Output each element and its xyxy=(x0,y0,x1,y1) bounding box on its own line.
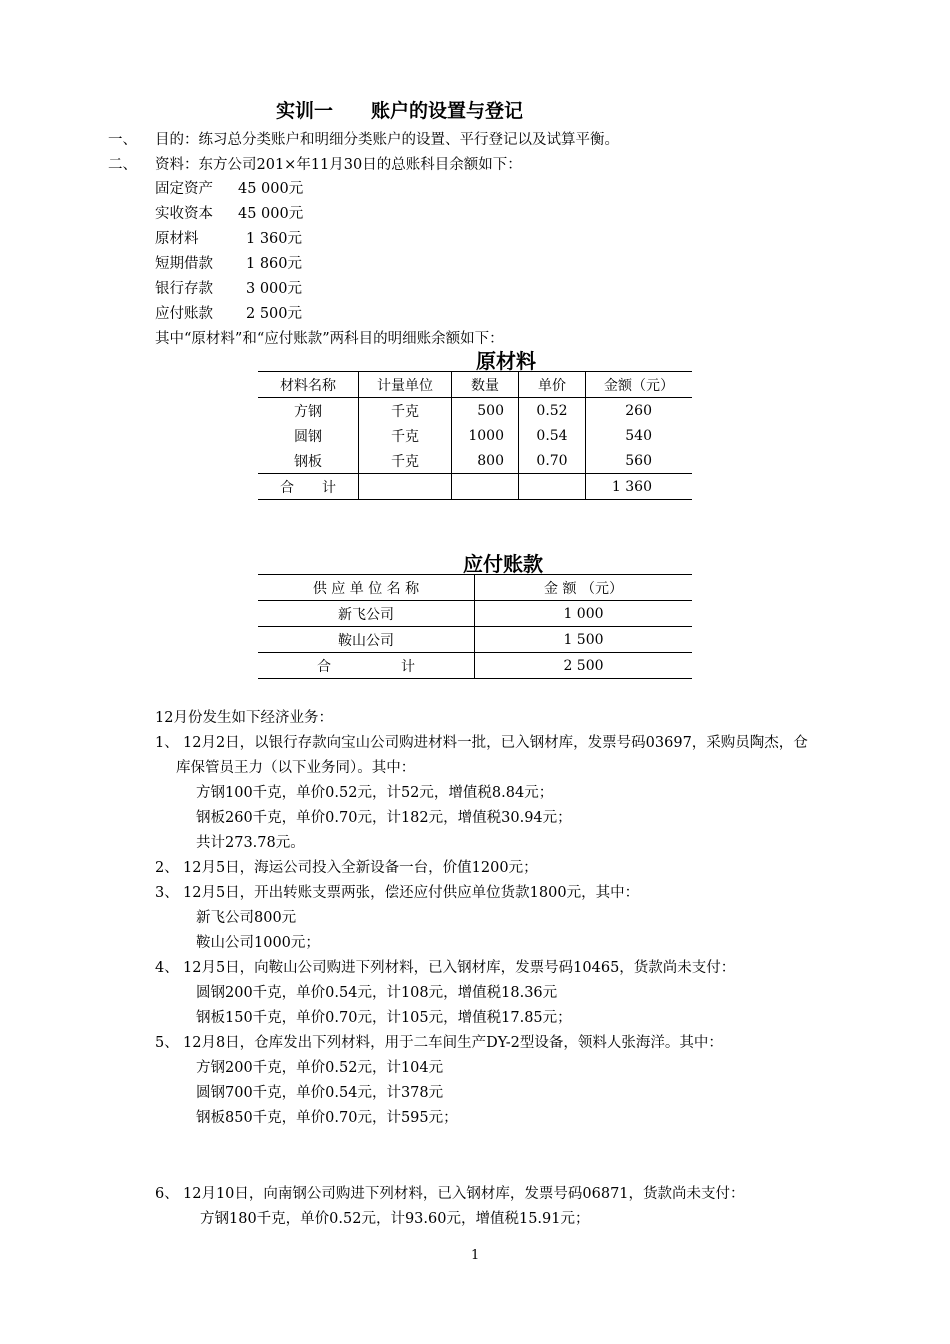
table-cell: 鞍山公司 xyxy=(258,627,475,653)
table-row xyxy=(258,423,692,448)
item-detail: 圆钢700千克，单价0.54元，计378元 xyxy=(196,1085,444,1101)
purpose-text: 目的：练习总分类账户和明细分类账户的设置、平行登记以及试算平衡。 xyxy=(155,132,619,148)
item-text: 12月10日，向南钢公司购进下列材料，已入钢材库，发票号码06871，货款尚未支付： xyxy=(183,1186,745,1202)
table-cell: 1 500 xyxy=(563,631,604,648)
table-total-row xyxy=(258,474,692,500)
table-cell xyxy=(452,474,519,500)
table-cell xyxy=(359,474,452,500)
item-text: 12月5日，海运公司投入全新设备一台，价值1200元； xyxy=(183,860,538,876)
table-cell: 0.70 xyxy=(519,448,586,474)
detail-intro: 其中“原材料”和“应付账款”两科目的明细账余额如下： xyxy=(155,331,504,347)
item-detail: 方钢180千克，单价0.52元，计93.60元，增值税15.91元； xyxy=(200,1211,590,1227)
materials-table-title: 原材料 xyxy=(476,349,536,373)
balance-amount: 1 860元 xyxy=(246,256,303,272)
item-detail: 共计273.78元。 xyxy=(196,835,305,851)
table-cell: 千克 xyxy=(359,398,452,424)
item-detail: 圆钢200千克，单价0.54元，计108元，增值税18.36元 xyxy=(196,985,558,1001)
payables-table xyxy=(258,574,692,679)
page-number: 1 xyxy=(471,1248,480,1263)
table-row xyxy=(258,398,692,424)
table-cell: 500 xyxy=(452,398,519,424)
balance-amount: 1 360元 xyxy=(246,231,303,247)
item-detail: 方钢100千克，单价0.52元，计52元，增值税8.84元； xyxy=(196,785,554,801)
table-row xyxy=(258,448,692,474)
balance-name: 银行存款 xyxy=(155,281,213,297)
item-text: 12月2日，以银行存款向宝山公司购进材料一批，已入钢材库，发票号码03697，采购员陶杰，仓 xyxy=(183,735,808,751)
item-text: 12月8日，仓库发出下列材料，用于二车间生产DY-2型设备，领料人张海洋。其中： xyxy=(183,1035,723,1051)
total-label: 合 计 xyxy=(258,474,359,500)
item-detail: 新飞公司800元 xyxy=(196,910,297,926)
section-number-1: 一、 xyxy=(108,132,137,148)
table-header-row xyxy=(258,372,692,398)
item-number: 3、 xyxy=(155,885,179,901)
table-cell: 千克 xyxy=(359,448,452,474)
item-text: 12月5日，向鞍山公司购进下列材料，已入钢材库，发票号码10465，货款尚未支付： xyxy=(183,960,736,976)
column-header: 单价 xyxy=(519,372,586,398)
column-header: 材料名称 xyxy=(258,372,359,398)
column-header: 计量单位 xyxy=(359,372,452,398)
table-cell: 圆钢 xyxy=(258,423,359,448)
balance-name: 原材料 xyxy=(155,231,199,247)
column-header: 金 额 （元） xyxy=(544,580,623,597)
table-cell: 0.52 xyxy=(519,398,586,424)
table-cell: 1000 xyxy=(452,423,519,448)
material-text: 资料：东方公司201×年11月30日的总账科目余额如下： xyxy=(155,157,522,173)
balance-name: 应付账款 xyxy=(155,306,213,322)
table-total-row xyxy=(258,653,692,679)
item-number: 1、 xyxy=(155,735,179,751)
table-cell: 1 000 xyxy=(563,605,604,622)
item-number: 4、 xyxy=(155,960,179,976)
balance-amount: 45 000元 xyxy=(238,206,304,222)
table-row xyxy=(258,627,692,653)
balance-name: 短期借款 xyxy=(155,256,213,272)
column-header: 数量 xyxy=(452,372,519,398)
table-cell: 新飞公司 xyxy=(258,601,475,627)
item-detail: 鞍山公司1000元； xyxy=(196,935,320,951)
payables-table-title: 应付账款 xyxy=(463,552,543,576)
item-detail: 钢板260千克，单价0.70元，计182元，增值税30.94元； xyxy=(196,810,572,826)
table-cell: 钢板 xyxy=(258,448,359,474)
total-amount: 2 500 xyxy=(563,657,604,674)
table-cell: 千克 xyxy=(359,423,452,448)
section-number-2: 二、 xyxy=(108,157,137,173)
total-label: 合 计 xyxy=(258,653,475,679)
column-header: 金额（元） xyxy=(604,377,674,394)
item-detail: 钢板150千克，单价0.70元，计105元，增值税17.85元； xyxy=(196,1010,572,1026)
table-cell: 0.54 xyxy=(519,423,586,448)
item-detail: 方钢200千克，单价0.52元，计104元 xyxy=(196,1060,444,1076)
table-row xyxy=(258,601,692,627)
table-cell xyxy=(519,474,586,500)
page-title: 实训一 账户的设置与登记 xyxy=(276,100,524,122)
balance-name: 实收资本 xyxy=(155,206,213,222)
column-header: 供 应 单 位 名 称 xyxy=(258,575,475,601)
table-header-row xyxy=(258,575,692,601)
item-number: 5、 xyxy=(155,1035,179,1051)
table-cell: 800 xyxy=(452,448,519,474)
item-number: 2、 xyxy=(155,860,179,876)
balance-name: 固定资产 xyxy=(155,181,213,197)
total-amount: 1 360 xyxy=(611,478,652,495)
balance-amount: 45 000元 xyxy=(238,181,304,197)
balance-amount: 2 500元 xyxy=(246,306,303,322)
table-cell: 560 xyxy=(625,452,652,469)
item-text: 库保管员王力（以下业务同）。其中： xyxy=(176,760,416,776)
table-cell: 540 xyxy=(625,427,652,444)
december-intro: 12月份发生如下经济业务： xyxy=(155,710,333,726)
balance-amount: 3 000元 xyxy=(246,281,303,297)
item-detail: 钢板850千克，单价0.70元，计595元； xyxy=(196,1110,458,1126)
table-cell: 方钢 xyxy=(258,398,359,424)
item-number: 6、 xyxy=(155,1186,179,1202)
materials-table xyxy=(258,371,692,500)
table-cell: 260 xyxy=(625,402,652,419)
item-text: 12月5日，开出转账支票两张，偿还应付供应单位货款1800元，其中： xyxy=(183,885,640,901)
